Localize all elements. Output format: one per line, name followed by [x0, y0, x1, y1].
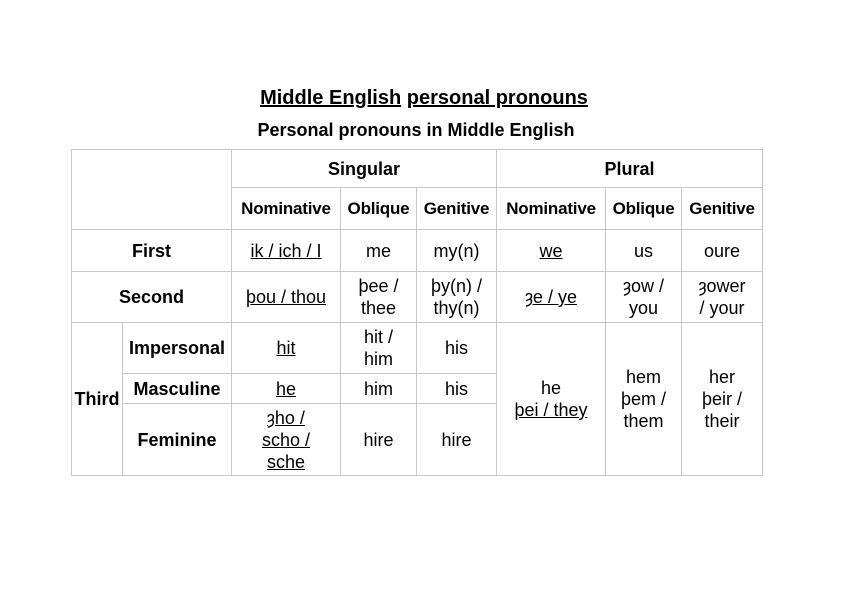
third-pl-obl [606, 323, 682, 476]
title-link-middle-english[interactable]: Middle English [260, 87, 402, 109]
second-sg-nom[interactable]: þou / thou [232, 272, 341, 323]
cell-line: ȝow / [623, 276, 664, 296]
cell-link-line[interactable]: scho / [261, 429, 311, 450]
second-pl-gen [682, 272, 763, 323]
third-masculine-sg-gen: his [417, 374, 497, 404]
header-row-groups [72, 150, 763, 188]
label-first: First [72, 230, 232, 272]
second-sg-gen [417, 272, 497, 323]
label-impersonal: Impersonal [123, 323, 232, 374]
row-third-impersonal [72, 323, 763, 374]
cell-line: thee [360, 298, 397, 318]
cell-line: / your [699, 298, 745, 318]
third-pl-nom [497, 323, 606, 476]
header-sg-nominative: Nominative [232, 188, 341, 230]
pronoun-table [71, 149, 763, 476]
title-link-personal-pronouns[interactable]: personal pronouns [406, 87, 588, 109]
header-sg-genitive: Genitive [417, 188, 497, 230]
cell-line: þy(n) / [431, 276, 483, 296]
label-third: Third [72, 323, 123, 476]
first-sg-gen: my(n) [417, 230, 497, 272]
cell-line: þee / [358, 276, 399, 296]
cell-line: them [623, 411, 664, 431]
row-first [72, 230, 763, 272]
cell-line: þem / [621, 389, 667, 409]
second-sg-obl [341, 272, 417, 323]
second-pl-nom[interactable]: ȝe / ye [497, 272, 606, 323]
first-pl-nom[interactable]: we [497, 230, 606, 272]
cell-line: thy(n) [433, 298, 480, 318]
cell-line: you [629, 298, 659, 318]
cell-line: hem [626, 367, 662, 387]
label-second: Second [72, 272, 232, 323]
header-sg-oblique: Oblique [341, 188, 417, 230]
cell-link-line[interactable]: sche [266, 451, 306, 472]
first-pl-gen: oure [682, 230, 763, 272]
cell-line: ȝower [698, 276, 746, 296]
label-masculine: Masculine [123, 374, 232, 404]
third-feminine-sg-obl: hire [341, 404, 417, 476]
header-pl-nominative: Nominative [497, 188, 606, 230]
corner-cell [72, 150, 232, 230]
third-pl-nom-link[interactable]: þei / they [514, 400, 588, 420]
third-masculine-sg-obl: him [341, 374, 417, 404]
third-feminine-sg-nom [232, 404, 341, 476]
first-sg-obl: me [341, 230, 417, 272]
third-impersonal-sg-obl [341, 323, 417, 374]
third-impersonal-sg-nom[interactable]: hit [232, 323, 341, 374]
third-masculine-sg-nom[interactable]: he [232, 374, 341, 404]
cell-line: þeir / [702, 389, 743, 409]
first-sg-nom[interactable]: ik / ich / I [232, 230, 341, 272]
cell-line: her [709, 367, 736, 387]
third-impersonal-sg-gen: his [417, 323, 497, 374]
table-caption: Personal pronouns in Middle English [257, 120, 575, 140]
header-singular: Singular [232, 150, 497, 188]
header-pl-oblique: Oblique [606, 188, 682, 230]
cell-line: him [363, 349, 393, 369]
document-title [0, 84, 848, 112]
header-pl-genitive: Genitive [682, 188, 763, 230]
third-feminine-sg-gen: hire [417, 404, 497, 476]
second-pl-obl [606, 272, 682, 323]
cell-line: their [704, 411, 740, 431]
cell-line: hit / [363, 327, 393, 347]
row-second [72, 272, 763, 323]
first-pl-obl: us [606, 230, 682, 272]
third-pl-gen [682, 323, 763, 476]
cell-line: he [541, 378, 562, 398]
label-feminine: Feminine [123, 404, 232, 476]
header-plural: Plural [497, 150, 763, 188]
cell-link-line[interactable]: ȝho / [267, 407, 305, 428]
